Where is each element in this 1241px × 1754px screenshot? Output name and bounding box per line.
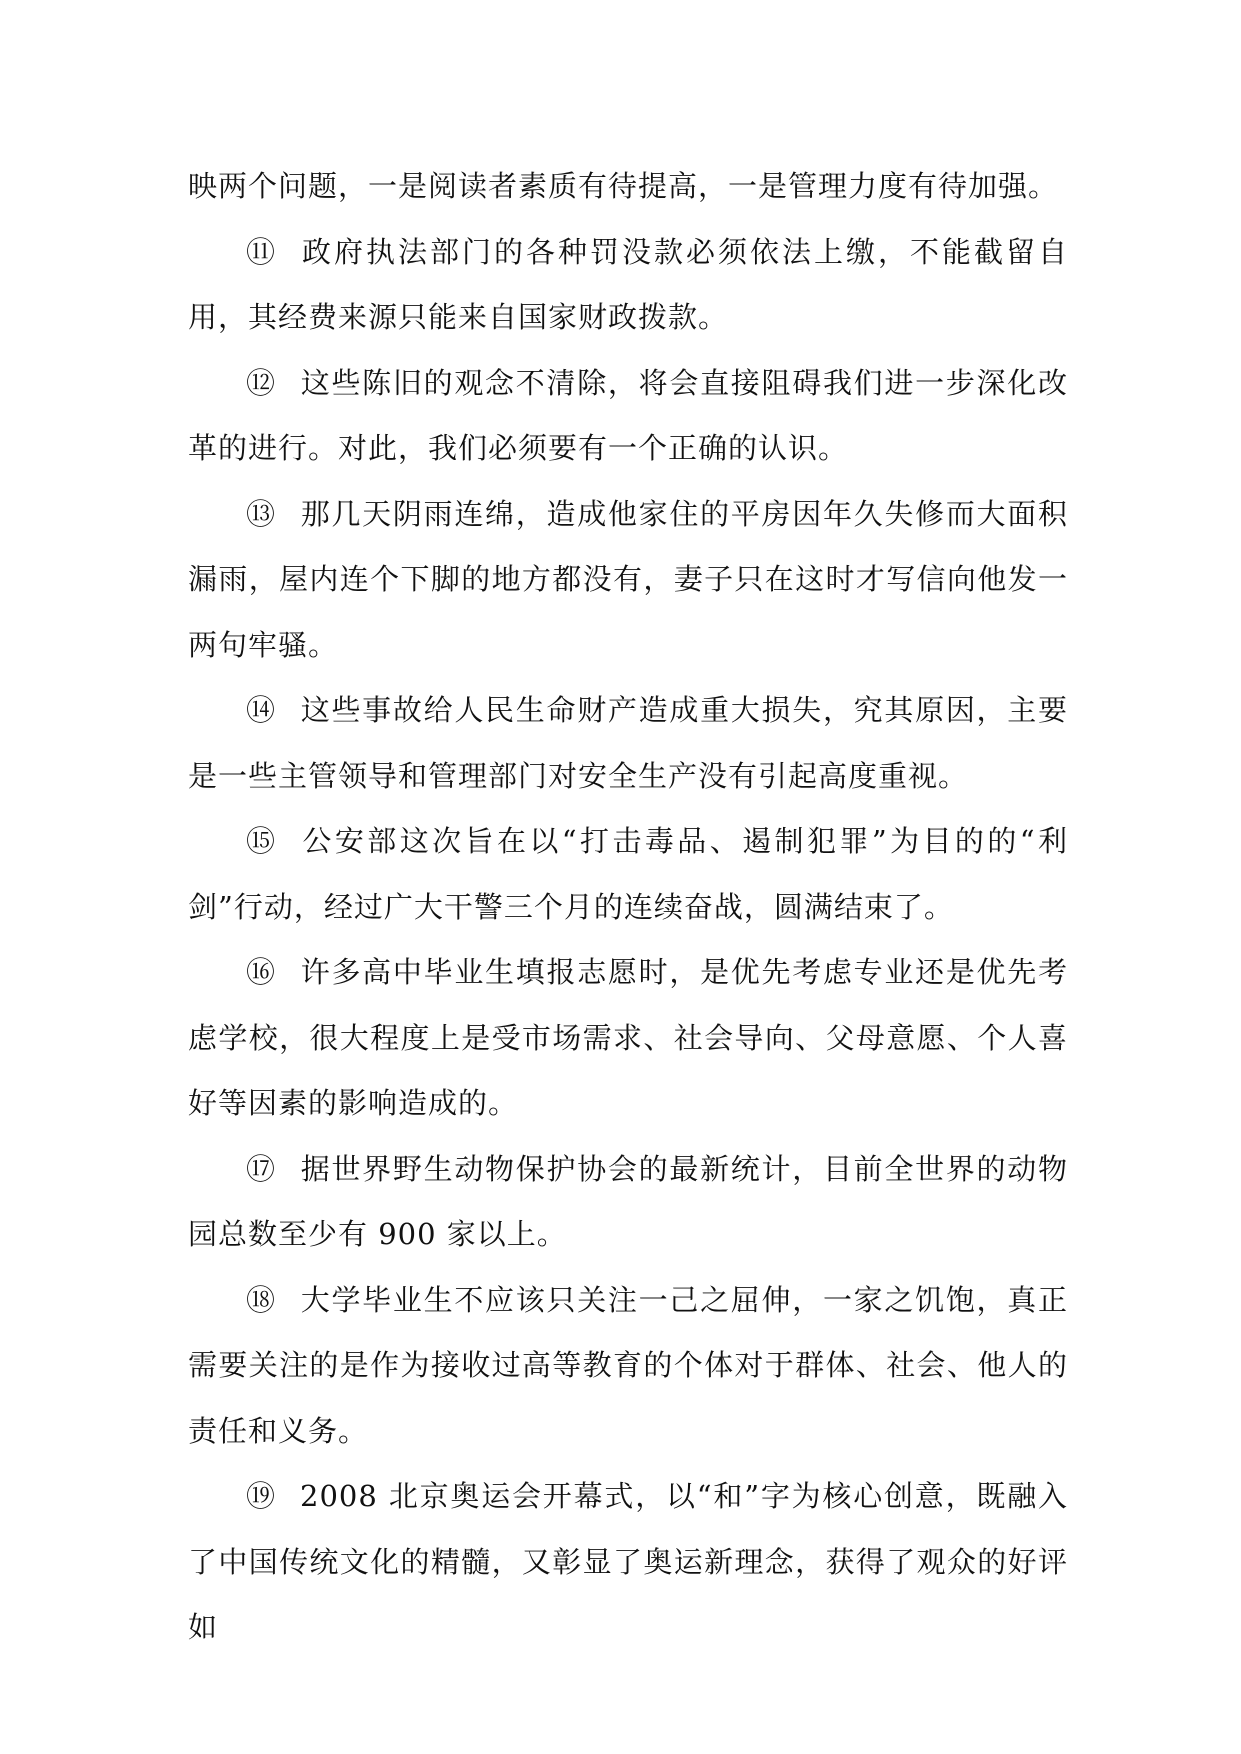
paragraph-number: ⑯: [246, 955, 277, 989]
paragraph-number: ⑱: [246, 1282, 277, 1317]
paragraph-number: ⑬: [246, 496, 277, 531]
paragraph-18: [188, 1268, 1068, 1465]
paragraph-19: [188, 1464, 1068, 1661]
paragraph-text: 那几天阴雨连绵，造成他家住的平房因年久失修而大面积漏雨，屋内连个下脚的地方都没有，妻子只在这时才写信向他发一两句牢骚。: [188, 496, 1068, 662]
paragraph-text: 大学毕业生不应该只关注一己之屈伸，一家之饥饱，真正需要关注的是作为接收过高等教育的个体对于群体、社会、他人的责任和义务。: [188, 1282, 1068, 1448]
paragraph-number: ⑭: [246, 693, 277, 727]
paragraph-11: [188, 220, 1068, 351]
paragraph-text: 2008 北京奥运会开幕式，以“和”字为核心创意，既融入了中国传统文化的精髓，又彰显了奥运新理念，获得了观众的好评如: [188, 1479, 1068, 1644]
paragraph-text: 映两个问题，一是阅读者素质有待提高，一是管理力度有待加强。: [188, 169, 1059, 203]
paragraph-text: 这些陈旧的观念不清除，将会直接阻碍我们进一步深化改革的进行。对此，我们必须要有一个正确的认识。: [188, 365, 1068, 465]
paragraph-12: [188, 351, 1068, 482]
paragraph-17: [188, 1137, 1068, 1268]
paragraph-text: 这些事故给人民生命财产造成重大损失，究其原因，主要是一些主管领导和管理部门对安全生产没有引起高度重视。: [188, 693, 1068, 793]
paragraph-text: 公安部这次旨在以“打击毒品、遏制犯罪”为目的的“利剑”行动，经过广大干警三个月的连续奋战，圆满结束了。: [188, 824, 1068, 924]
paragraph-16: [188, 940, 1068, 1137]
paragraph-number: ⑰: [246, 1151, 277, 1186]
paragraph-15: [188, 809, 1068, 940]
paragraph-number: ⑲: [246, 1479, 277, 1513]
paragraph-text: 据世界野生动物保护协会的最新统计，目前全世界的动物园总数至少有 900 家以上。: [188, 1151, 1068, 1251]
paragraph-continued: [188, 154, 1068, 220]
paragraph-text: 政府执法部门的各种罚没款必须依法上缴，不能截留自用，其经费来源只能来自国家财政拨款。: [188, 234, 1068, 334]
paragraph-13: [188, 482, 1068, 679]
paragraph-number: ⑪: [246, 234, 277, 269]
paragraph-text: 许多高中毕业生填报志愿时，是优先考虑专业还是优先考虑学校，很大程度上是受市场需求、社会导向、父母意愿、个人喜好等因素的影响造成的。: [188, 955, 1068, 1120]
paragraph-14: [188, 678, 1068, 809]
paragraph-number: ⑮: [246, 824, 277, 858]
document-body: [188, 154, 1068, 1661]
paragraph-number: ⑫: [246, 365, 277, 400]
